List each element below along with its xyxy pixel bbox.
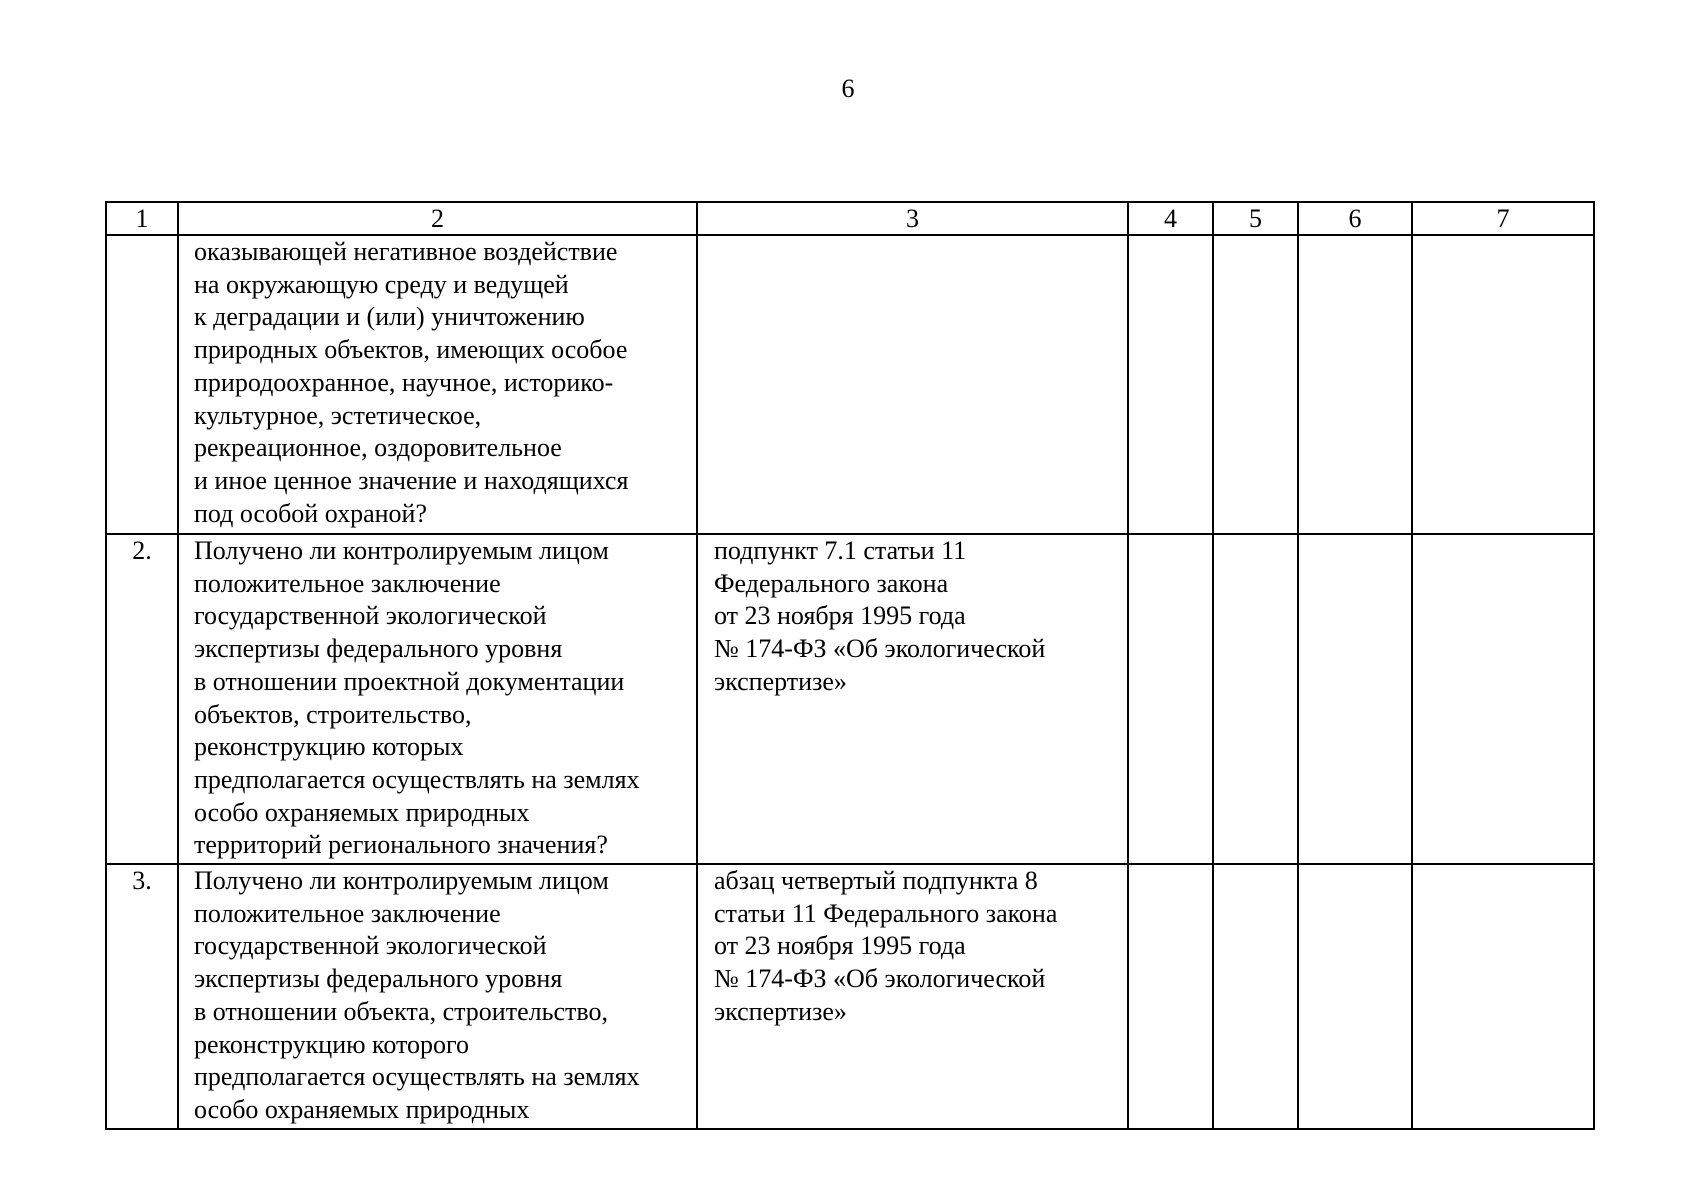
table-row: [106, 864, 1594, 1129]
page-number: 6: [841, 74, 855, 103]
legal-basis-text: подпункт 7.1 статьи 11 Федерального закона от 23 ноября 1995 года № 174-ФЗ «Об экологической экспертизе»: [714, 536, 1046, 696]
column-header: 3: [697, 202, 1128, 235]
answer-cell-4: [1128, 235, 1213, 534]
answer-cell-5: [1213, 864, 1298, 1129]
question-text: оказывающей негативное воздействие на окружающую среду и ведущей к деградации и (или) уничтожению природных объектов, имеющих особое природоохранное, научное, историко- культурное, эстетическое, рекреационное, оздоровительное и иное ценное значение и находящихся под особой охраной?: [194, 237, 629, 528]
row-number-cell: [106, 864, 178, 1129]
table-header-row: [106, 202, 1594, 235]
legal-basis-cell: [697, 534, 1128, 864]
legal-basis-text: абзац четвертый подпункта 8 статьи 11 Федерального закона от 23 ноября 1995 года № 174-ФЗ «Об экологической экспертизе»: [714, 866, 1058, 1026]
question-text: Получено ли контролируемым лицом положительное заключение государственной экологической экспертизы федерального уровня в отношении проектной документации объектов, строительство, реконструкцию которых предполагается осуществлять на землях особо охраняемых природных территорий регионального значения?: [194, 536, 640, 860]
answer-cell-4: [1128, 534, 1213, 864]
answer-cell-5: [1213, 534, 1298, 864]
column-header: 7: [1412, 202, 1594, 235]
legal-basis-cell: [697, 235, 1128, 534]
column-header: 2: [178, 202, 697, 235]
answer-cell-6: [1298, 235, 1412, 534]
answer-cell-7: [1412, 534, 1594, 864]
answer-cell-7: [1412, 235, 1594, 534]
column-header: 1: [106, 202, 178, 235]
table-row: [106, 534, 1594, 864]
question-cell: [178, 235, 697, 534]
answer-cell-5: [1213, 235, 1298, 534]
legal-basis-cell: [697, 864, 1128, 1129]
checklist-table: [105, 201, 1595, 1130]
answer-cell-6: [1298, 534, 1412, 864]
question-cell: [178, 534, 697, 864]
row-number-cell: [106, 235, 178, 534]
answer-cell-7: [1412, 864, 1594, 1129]
column-header: 5: [1213, 202, 1298, 235]
row-number: 3.: [132, 866, 152, 895]
answer-cell-4: [1128, 864, 1213, 1129]
row-number: 2.: [132, 536, 152, 565]
question-cell: [178, 864, 697, 1129]
table-row: [106, 235, 1594, 534]
column-header: 4: [1128, 202, 1213, 235]
question-text: Получено ли контролируемым лицом положительное заключение государственной экологической экспертизы федерального уровня в отношении объекта, строительство, реконструкцию которого предполагается осуществлять на землях особо охраняемых природных: [194, 866, 640, 1124]
column-header: 6: [1298, 202, 1412, 235]
row-number-cell: [106, 534, 178, 864]
answer-cell-6: [1298, 864, 1412, 1129]
